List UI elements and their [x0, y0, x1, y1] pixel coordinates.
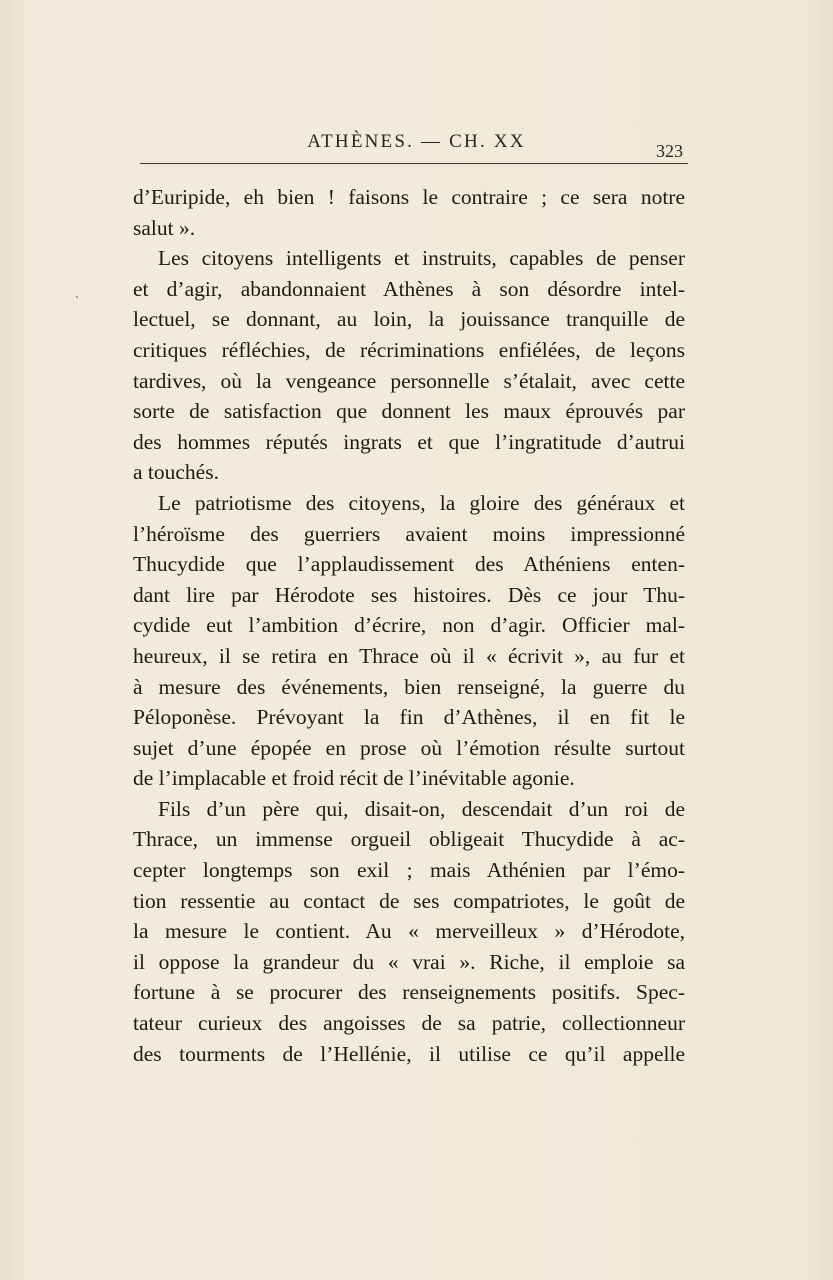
text-line: Le patriotisme des citoyens, la gloire des généraux et	[158, 490, 685, 515]
text-line: fortune à se procurer des renseignements positifs. Spec-	[133, 980, 685, 1005]
text-line: salut ».	[133, 215, 196, 240]
text-line: sorte de satisfaction que donnent les maux éprouvés par	[133, 399, 685, 424]
text-line: a touchés.	[133, 460, 219, 485]
paragraph	[133, 182, 685, 243]
text-line: des hommes réputés ingrats et que l’ingratitude d’autrui	[133, 429, 685, 454]
paragraph	[133, 794, 685, 1069]
text-line: des tourments de l’Hellénie, il utilise ce qu’il appelle	[133, 1041, 685, 1066]
running-head: ATHÈNES. — CH. XX	[307, 131, 526, 152]
text-line: tion ressentie au contact de ses compatriotes, le goût de	[133, 888, 685, 913]
header-rule	[140, 163, 688, 164]
text-line: Thrace, un immense orgueil obligeait Thucydide à ac-	[133, 827, 685, 852]
text-line: la mesure le contient. Au « merveilleux » d’Hérodote,	[133, 919, 685, 944]
page-number: 323	[656, 141, 683, 161]
text-line: et d’agir, abandonnaient Athènes à son désordre intel-	[133, 276, 685, 301]
text-line: d’Euripide, eh bien ! faisons le contraire ; ce sera notre	[133, 185, 685, 209]
text-line: de l’implacable et froid récit de l’inévitable agonie.	[133, 766, 575, 791]
paragraph	[133, 243, 685, 488]
text-line: il oppose la grandeur du « vrai ». Riche, il emploie sa	[133, 949, 685, 974]
text-line: sujet d’une épopée en prose où l’émotion résulte surtout	[133, 735, 685, 760]
text-line: Thucydide que l’applaudissement des Athéniens enten-	[133, 552, 685, 577]
text-line: heureux, il se retira en Thrace où il « écrivit », au fur et	[133, 643, 685, 668]
text-line: à mesure des événements, bien renseigné, la guerre du	[133, 674, 685, 699]
paragraph	[133, 488, 685, 794]
text-line: cydide eut l’ambition d’écrire, non d’agir. Officier mal-	[133, 613, 685, 638]
text-line: cepter longtemps son exil ; mais Athénien par l’émo-	[133, 858, 685, 883]
text-line: Les citoyens intelligents et instruits, capables de penser	[158, 246, 685, 271]
text-line: tardives, où la vengeance personnelle s’étalait, avec cette	[133, 368, 685, 393]
text-line: Fils d’un père qui, disait-on, descendait d’un roi de	[158, 796, 685, 821]
text-line: dant lire par Hérodote ses histoires. Dès ce jour Thu-	[133, 582, 685, 607]
body-text	[133, 182, 685, 1069]
text-line: tateur curieux des angoisses de sa patrie, collectionneur	[133, 1011, 685, 1036]
margin-speck	[76, 296, 78, 298]
text-line: lectuel, se donnant, au loin, la jouissance tranquille de	[133, 307, 685, 332]
text-line: Péloponèse. Prévoyant la fin d’Athènes, il en fit le	[133, 705, 685, 730]
text-line: l’héroïsme des guerriers avaient moins impressionné	[133, 521, 685, 546]
text-line: critiques réfléchies, de récriminations enfiélées, de leçons	[133, 337, 685, 362]
